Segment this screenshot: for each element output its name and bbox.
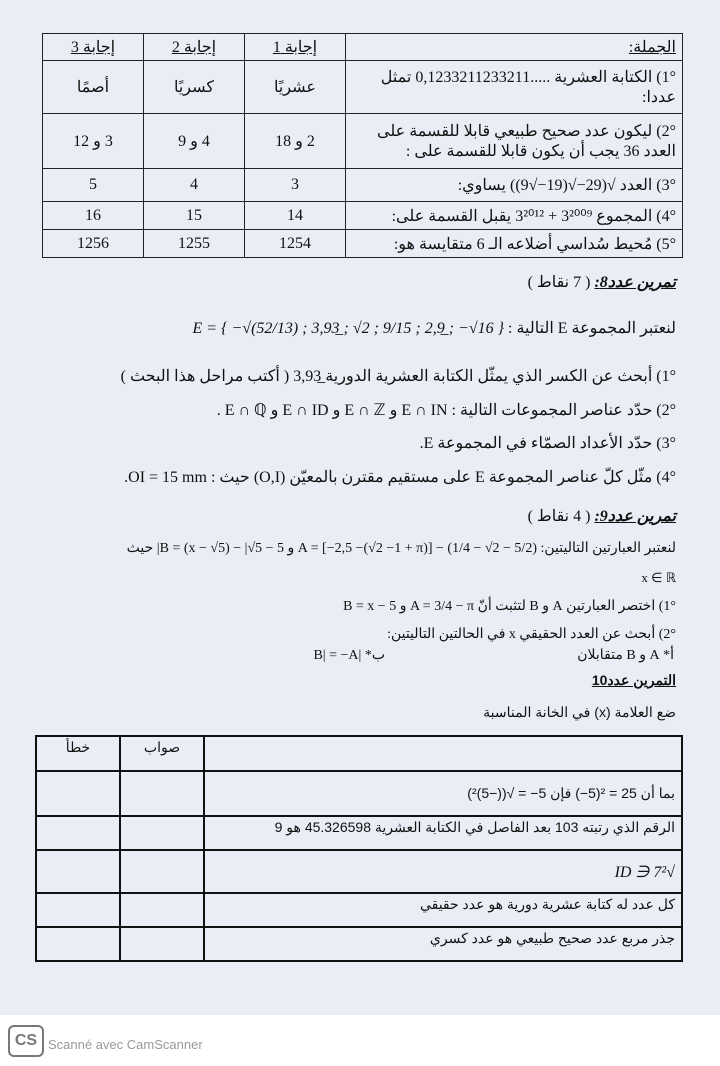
exercise-9-domain: x ∈ ℝ <box>641 570 676 585</box>
exercise-8-q3: 3°) حدّد الأعداد الصمّاء في المجموعة E. <box>419 435 676 452</box>
answer: 4 <box>144 169 245 202</box>
exercise-9-title: تمرين عدد9: <box>594 508 676 525</box>
table-row <box>36 850 682 893</box>
exercise-8-q4: 4°) مثّل كلّ عناصر المجموعة E على مستقيم مقترن بالمعيّن (O,I) حيث : OI = 15 mm. <box>124 469 676 486</box>
exercise-8-title: تمرين عدد8: <box>594 274 676 291</box>
header-true: صواب <box>120 736 204 771</box>
question: 2°) ليكون عدد صحيح طبيعي قابلا للقسمة على العدد 36 يجب أن يكون قابلا للقسمة على : <box>346 114 683 169</box>
answer: كسريًا <box>144 61 245 114</box>
answer: أصمًا <box>43 61 144 114</box>
camscanner-logo-icon: CS <box>8 1025 44 1057</box>
statement: √7² ∈ ID <box>204 850 682 893</box>
table-row <box>43 61 683 114</box>
exercise-8-points: ( 7 نقاط ) <box>527 274 591 291</box>
header-false: خطأ <box>36 736 120 771</box>
question: 1°) الكتابة العشرية .....0,1233211233211 تمثل عددا: <box>346 61 683 114</box>
exercise-9-q2a: أ* A و B متقابلان <box>577 648 674 663</box>
table-row <box>36 771 682 816</box>
statement: كل عدد له كتابة عشرية دورية هو عدد حقيقي <box>204 893 682 927</box>
answer: عشريًا <box>245 61 346 114</box>
question: 4°) المجموع 3²⁰⁰⁹ + 3²⁰¹² يقبل القسمة على: <box>346 202 683 230</box>
false-cell[interactable] <box>36 893 120 927</box>
answer: 5 <box>43 169 144 202</box>
table-row <box>43 169 683 202</box>
exercise-8-intro-line <box>193 318 676 338</box>
header-answer-2: إجابة 2 <box>144 34 245 61</box>
header-answer-1: إجابة 1 <box>245 34 346 61</box>
statement: بما أن 25 = ²(5−) فإن 5− = √((−5)²) <box>204 771 682 816</box>
false-cell[interactable] <box>36 927 120 961</box>
table-header-row <box>43 34 683 61</box>
true-cell[interactable] <box>120 893 204 927</box>
true-cell[interactable] <box>120 816 204 850</box>
true-cell[interactable] <box>120 850 204 893</box>
exercise-9-q1: 1°) اختصر العبارتين A و B لتثبت أنّ A = 3/4 − π و B = x − 5 <box>343 599 676 614</box>
answer: 15 <box>144 202 245 230</box>
table-row <box>36 927 682 961</box>
exercise-8-q2: 2°) حدّد عناصر المجموعات التالية : E ∩ IN و E ∩ ℤ و E ∩ ID و E ∩ ℚ . <box>216 402 676 419</box>
exercise-9-intro: لنعتبر العبارتين التاليتين: A = [−2,5 −(√2 −1 + π)] − (1/4 − √2 − 5/2) و B = (x − √5) − |√5 − 5| حيث <box>126 541 676 556</box>
true-false-table <box>35 735 683 962</box>
answer: 2 و 18 <box>245 114 346 169</box>
header-sentence: الجملة: <box>346 34 683 61</box>
answer: 1256 <box>43 230 144 258</box>
table-row <box>43 114 683 169</box>
table-row <box>43 202 683 230</box>
false-cell[interactable] <box>36 850 120 893</box>
scanner-watermark-text: Scanné avec CamScanner <box>48 1037 203 1052</box>
exercise-8-heading <box>528 272 676 292</box>
exercise-9-points: ( 4 نقاط ) <box>527 508 591 525</box>
header-answer-3: إجابة 3 <box>43 34 144 61</box>
table-row <box>43 230 683 258</box>
answer: 3 و 12 <box>43 114 144 169</box>
table-row <box>36 816 682 850</box>
answer: 1254 <box>245 230 346 258</box>
exercise-8-intro: لنعتبر المجموعة E التالية : <box>508 320 676 337</box>
statement: جذر مربع عدد صحيح طبيعي هو عدد كسري <box>204 927 682 961</box>
exercise-9-q2b: ب* |B| = −A <box>313 648 385 663</box>
exercise-9-q2: 2°) أبحث عن العدد الحقيقي x في الحالتين التاليتين: <box>387 627 676 642</box>
answer: 16 <box>43 202 144 230</box>
statement: الرقم الذي رتبته 103 بعد الفاصل في الكتابة العشرية 45.326598 هو 9 <box>204 816 682 850</box>
question: 5°) مُحيط سُداسي أضلاعه الـ 6 متقايسة هو: <box>346 230 683 258</box>
statement-header <box>204 736 682 771</box>
table-row <box>36 893 682 927</box>
question: 3°) العدد √(29−√(19−√9)) يساوي: <box>346 169 683 202</box>
answer: 1255 <box>144 230 245 258</box>
set-e: E = { −√(52/13) ; 3,93̲ ; √2 ; 9/15 ; 2,9̲ ; −√16 } <box>192 320 505 337</box>
false-cell[interactable] <box>36 771 120 816</box>
scanner-footer <box>0 1015 720 1066</box>
true-cell[interactable] <box>120 771 204 816</box>
mcq-table <box>42 33 683 258</box>
exercise-10-title: التمرين عدد10 <box>591 672 676 688</box>
answer: 4 و 9 <box>144 114 245 169</box>
exercise-9-heading <box>528 506 676 526</box>
exercise-8-q1: 1°) أبحث عن الكسر الذي يمثّل الكتابة العشرية الدورية 3,93̲ ( أكتب مراحل هذا البحث ) <box>120 368 676 385</box>
answer: 3 <box>245 169 346 202</box>
exercise-10-intro: ضع العلامة (x) في الخانة المناسبة <box>483 704 676 720</box>
true-cell[interactable] <box>120 927 204 961</box>
table-header-row <box>36 736 682 771</box>
false-cell[interactable] <box>36 816 120 850</box>
answer: 14 <box>245 202 346 230</box>
